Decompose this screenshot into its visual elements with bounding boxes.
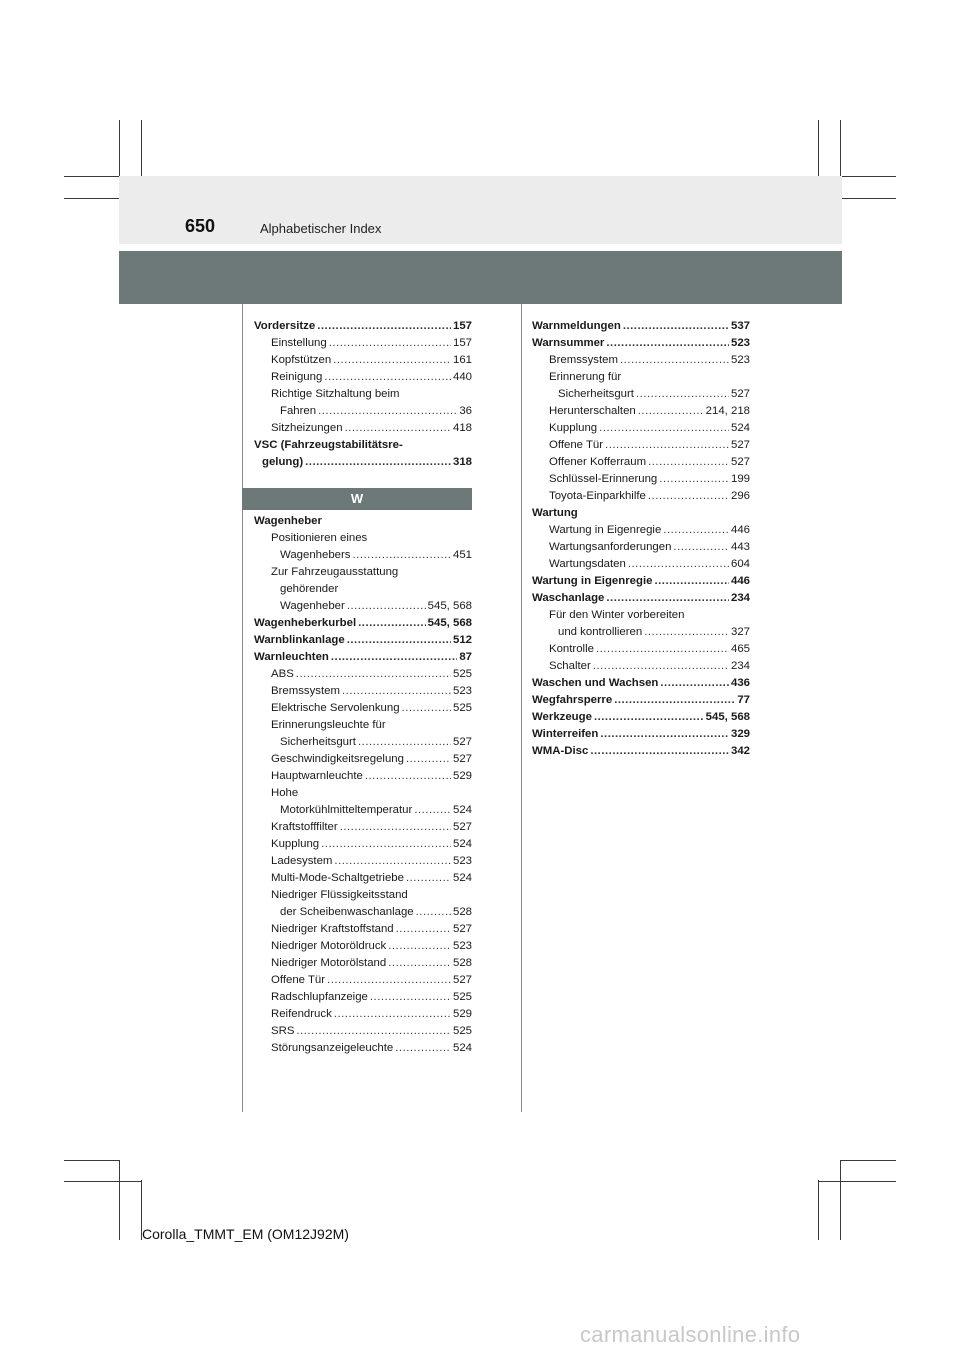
dot-leader (296, 1023, 451, 1040)
crop-mark (818, 1181, 896, 1182)
index-entry (254, 853, 472, 870)
index-term: Schalter (549, 660, 591, 672)
index-term: Waschanlage (532, 592, 605, 604)
index-term: Wegfahrsperre (532, 694, 613, 706)
index-term: Einstellung (271, 337, 327, 349)
index-term: Kupplung (549, 422, 598, 434)
dot-leader (659, 471, 729, 488)
dot-leader (353, 547, 451, 564)
index-entry (532, 624, 750, 641)
index-term: Kupplung (271, 838, 320, 850)
page-reference: 446 (730, 524, 750, 536)
index-entry (254, 989, 472, 1006)
index-entry (254, 819, 472, 836)
index-term: Warnmeldungen (532, 320, 621, 332)
index-term: Störungsanzeigeleuchte (271, 1042, 394, 1054)
page-reference: 545, 568 (705, 711, 750, 723)
index-term: Wartung in Eigenregie (532, 575, 653, 587)
index-term: Kontrolle (549, 643, 594, 655)
page-reference: 87 (459, 651, 472, 663)
page-reference: 529 (452, 1008, 472, 1020)
index-term: Offener Kofferraum (549, 456, 647, 468)
index-entry (532, 726, 750, 743)
index-entry (532, 471, 750, 488)
page-reference: 527 (452, 821, 472, 833)
index-term: Offene Tür (549, 439, 604, 451)
index-entry (532, 437, 750, 454)
dot-leader (395, 1040, 451, 1057)
index-term: Zur Fahrzeugausstattung (271, 566, 399, 578)
index-list-right (532, 318, 750, 760)
dot-leader (648, 454, 729, 471)
page-reference: 537 (730, 320, 750, 332)
page-reference: 161 (452, 354, 472, 366)
page-reference: 524 (452, 872, 472, 884)
dot-leader (334, 853, 451, 870)
index-term: ABS (271, 668, 294, 680)
index-term: Niedriger Motoröldruck (271, 940, 387, 952)
index-term: Wagenheberkurbel (254, 617, 357, 629)
index-term: Ladesystem (271, 855, 333, 867)
page-reference: 214, 218 (705, 405, 750, 417)
index-term: Fahren (280, 405, 317, 417)
index-entry (254, 369, 472, 386)
index-entry (532, 675, 750, 692)
index-entry (254, 1040, 472, 1057)
index-entry (532, 318, 750, 335)
index-entry (254, 598, 472, 615)
dot-leader (396, 921, 451, 938)
dot-leader (318, 403, 457, 420)
dot-leader (370, 989, 451, 1006)
page-reference: 342 (730, 745, 750, 757)
index-term: Radschlupfanzeige (271, 991, 368, 1003)
page-reference: 523 (730, 337, 750, 349)
dot-leader (600, 726, 729, 743)
dot-leader (342, 683, 451, 700)
index-list-v (254, 318, 472, 471)
page-reference: 527 (730, 456, 750, 468)
index-column-right (532, 318, 750, 760)
index-term: Reifendruck (271, 1008, 332, 1020)
page-reference: 525 (452, 668, 472, 680)
page-reference: 524 (452, 838, 472, 850)
index-term: Bremssystem (271, 685, 340, 697)
page-reference: 327 (730, 626, 750, 638)
index-term: Bremssystem (549, 354, 618, 366)
page-reference: 157 (452, 320, 472, 332)
index-term: Wagenheber (280, 600, 345, 612)
dot-leader (606, 590, 729, 607)
page-reference: 527 (730, 439, 750, 451)
page-reference: 528 (452, 957, 472, 969)
index-term: Kraftstofffilter (271, 821, 338, 833)
index-entry (532, 573, 750, 590)
dot-leader (388, 955, 451, 972)
crop-mark (840, 1160, 841, 1240)
page-reference: 523 (452, 685, 472, 697)
index-term: Offene Tür (271, 974, 326, 986)
index-term: WMA-Disc (532, 745, 589, 757)
index-entry (254, 1006, 472, 1023)
index-column-left-w (254, 513, 472, 1057)
crop-mark (818, 1180, 819, 1240)
dot-leader (340, 819, 451, 836)
page-reference: 527 (452, 736, 472, 748)
index-entry (254, 683, 472, 700)
index-term: Reinigung (271, 371, 323, 383)
index-entry (254, 938, 472, 955)
dot-leader (334, 1006, 451, 1023)
page-reference: 524 (452, 1042, 472, 1054)
dot-leader (614, 692, 735, 709)
index-entry (254, 615, 472, 632)
index-term: VSC (Fahrzeugstabilitätsre- (254, 439, 403, 451)
index-term: Hauptwarnleuchte (271, 770, 363, 782)
page-reference: 451 (452, 549, 472, 561)
page-reference: 157 (452, 337, 472, 349)
index-term: Erinnerungsleuchte für (271, 719, 386, 731)
index-entry (532, 386, 750, 403)
index-entry (254, 352, 472, 369)
index-entry (254, 972, 472, 989)
index-term: Wagenhebers (280, 549, 351, 561)
page-reference: 545, 568 (427, 617, 472, 629)
index-entry (254, 649, 472, 666)
index-term: Wagenheber (254, 515, 322, 527)
dot-leader (644, 624, 729, 641)
dot-leader (594, 709, 704, 726)
index-term: Wartung (532, 507, 578, 519)
page-reference: 524 (452, 804, 472, 816)
index-term: Multi-Mode-Schaltgetriebe (271, 872, 404, 884)
section-title: Alphabetischer Index (260, 221, 382, 236)
page-reference: 523 (452, 940, 472, 952)
crop-mark (64, 1181, 141, 1182)
crop-mark (64, 1160, 119, 1161)
page-reference: 523 (730, 354, 750, 366)
index-entry (254, 802, 472, 819)
index-entry (532, 403, 750, 420)
page-reference: 527 (452, 974, 472, 986)
dot-leader (628, 556, 729, 573)
page-reference: 436 (730, 677, 750, 689)
header-dark-band (119, 251, 842, 304)
dot-leader (365, 768, 451, 785)
index-term: Sicherheitsgurt (280, 736, 356, 748)
page-reference: 545, 568 (427, 600, 472, 612)
dot-leader (673, 539, 729, 556)
index-entry (532, 352, 750, 369)
dot-leader (620, 352, 729, 369)
dot-leader (327, 972, 451, 989)
page-reference: 465 (730, 643, 750, 655)
page-reference: 318 (452, 456, 472, 468)
page-reference: 234 (730, 592, 750, 604)
column-rule-middle (521, 304, 522, 1112)
index-entry (532, 335, 750, 352)
index-term: der Scheibenwaschanlage (280, 906, 414, 918)
index-entry (254, 768, 472, 785)
dot-leader (606, 335, 729, 352)
index-term: Wartungsdaten (549, 558, 626, 570)
index-term: Werkzeuge (532, 711, 592, 723)
page-reference: 77 (737, 694, 750, 706)
index-term: Sitzheizungen (271, 422, 343, 434)
crop-mark (119, 1160, 120, 1240)
index-term: Sicherheitsgurt (558, 388, 634, 400)
index-term: Für den Winter vorbereiten (549, 609, 685, 621)
index-term: Warnsummer (532, 337, 605, 349)
dot-leader (623, 318, 729, 335)
page-reference: 440 (452, 371, 472, 383)
dot-leader (358, 734, 451, 751)
index-entry (532, 454, 750, 471)
page-reference: 523 (452, 855, 472, 867)
page-reference: 329 (730, 728, 750, 740)
index-term: Niedriger Flüssigkeitsstand (271, 889, 408, 901)
page-reference: 527 (730, 388, 750, 400)
index-term: Elektrische Servolenkung (271, 702, 400, 714)
dot-leader (331, 649, 457, 666)
page-reference: 525 (452, 991, 472, 1003)
dot-leader (636, 386, 729, 403)
dot-leader (406, 751, 451, 768)
index-entry (254, 318, 472, 335)
column-rule-left (242, 304, 243, 1112)
page-reference: 529 (452, 770, 472, 782)
index-term: Wartung in Eigenregie (549, 524, 662, 536)
index-term: Waschen und Wachsen (532, 677, 659, 689)
index-entry (254, 700, 472, 717)
index-term: SRS (271, 1025, 295, 1037)
index-entry (254, 904, 472, 921)
index-entry (532, 743, 750, 760)
dot-leader (654, 573, 729, 590)
index-entry (254, 632, 472, 649)
index-term: Warnleuchten (254, 651, 329, 663)
index-term: Niedriger Motorölstand (271, 957, 387, 969)
index-entry (532, 692, 750, 709)
dot-leader (358, 615, 426, 632)
dot-leader (593, 658, 729, 675)
dot-leader (321, 836, 451, 853)
page-reference: 527 (452, 923, 472, 935)
index-entry (532, 709, 750, 726)
crop-mark (840, 1160, 896, 1161)
index-entry (254, 921, 472, 938)
dot-leader (663, 522, 729, 539)
index-term: Positionieren eines (271, 532, 368, 544)
page-reference: 525 (452, 702, 472, 714)
watermark: carmanualsonline.info (580, 1322, 801, 1347)
index-entry (254, 751, 472, 768)
page-reference: 234 (730, 660, 750, 672)
index-term: Hohe (271, 787, 299, 799)
dot-leader (402, 700, 451, 717)
dot-leader (638, 403, 704, 420)
dot-leader (317, 318, 451, 335)
crop-mark (840, 198, 896, 199)
page-reference: 36 (459, 405, 472, 417)
index-entry (254, 403, 472, 420)
index-term: Richtige Sitzhaltung beim (271, 388, 400, 400)
index-term: Erinnerung für (549, 371, 622, 383)
dot-leader (333, 352, 451, 369)
index-term: Vordersitze (254, 320, 316, 332)
dot-leader (296, 666, 451, 683)
index-term: Toyota-Einparkhilfe (549, 490, 646, 502)
index-term: Motorkühlmitteltemperatur (280, 804, 413, 816)
dot-leader (605, 437, 729, 454)
dot-leader (347, 632, 451, 649)
index-entry (254, 870, 472, 887)
index-entry (532, 488, 750, 505)
dot-leader (596, 641, 729, 658)
page-reference: 528 (452, 906, 472, 918)
index-entry (254, 955, 472, 972)
page-reference: 296 (730, 490, 750, 502)
index-term: Geschwindigkeitsregelung (271, 753, 404, 765)
index-term: Herunterschalten (549, 405, 636, 417)
page-reference: 446 (730, 575, 750, 587)
index-term: und kontrollieren (558, 626, 643, 638)
index-entry (254, 836, 472, 853)
index-entry (254, 420, 472, 437)
index-entry (532, 590, 750, 607)
dot-leader (414, 802, 451, 819)
index-entry (254, 1023, 472, 1040)
index-entry (532, 420, 750, 437)
dot-leader (347, 598, 426, 615)
document-code: Corolla_TMMT_EM (OM12J92M) (142, 1226, 349, 1242)
index-entry (532, 658, 750, 675)
index-term: Winterreifen (532, 728, 599, 740)
dot-leader (416, 904, 451, 921)
dot-leader (648, 488, 729, 505)
index-entry (254, 454, 472, 471)
page-reference: 199 (730, 473, 750, 485)
index-entry (254, 335, 472, 352)
index-entry (532, 641, 750, 658)
dot-leader (345, 420, 451, 437)
index-term: Schlüssel-Erinnerung (549, 473, 658, 485)
index-entry (532, 556, 750, 573)
index-entry (532, 522, 750, 539)
index-entry (254, 666, 472, 683)
page-reference: 604 (730, 558, 750, 570)
dot-leader (406, 870, 451, 887)
index-entry (532, 539, 750, 556)
index-term: gelung) (262, 456, 304, 468)
index-term: Wartungsanforderungen (549, 541, 672, 553)
dot-leader (599, 420, 729, 437)
page-reference: 524 (730, 422, 750, 434)
dot-leader (388, 938, 451, 955)
dot-leader (660, 675, 729, 692)
dot-leader (590, 743, 729, 760)
header-band (119, 176, 842, 244)
index-term: Kopfstützen (271, 354, 332, 366)
dot-leader (324, 369, 451, 386)
letter-heading-w: W (242, 488, 472, 510)
dot-leader (329, 335, 451, 352)
index-list-w (254, 513, 472, 1057)
index-term: Niedriger Kraftstoffstand (271, 923, 394, 935)
page-reference: 512 (452, 634, 472, 646)
index-entry (254, 547, 472, 564)
page-number: 650 (185, 216, 216, 236)
index-entry (254, 734, 472, 751)
crop-mark (64, 198, 119, 199)
dot-leader (305, 454, 451, 471)
page-reference: 525 (452, 1025, 472, 1037)
page-reference: 443 (730, 541, 750, 553)
index-term: gehörender (280, 583, 339, 595)
page-reference: 527 (452, 753, 472, 765)
index-term: Warnblinkanlage (254, 634, 345, 646)
page-reference: 418 (452, 422, 472, 434)
